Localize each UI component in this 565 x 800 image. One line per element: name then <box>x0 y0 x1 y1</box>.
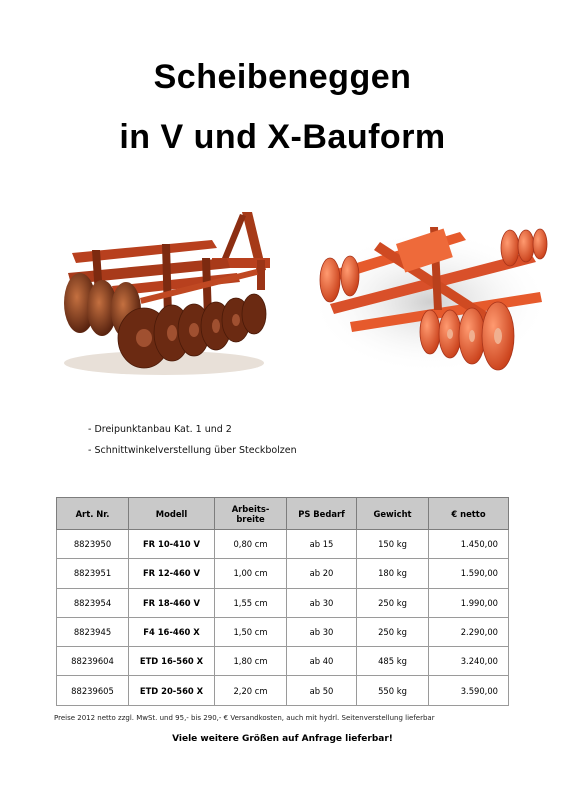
cell-gewicht: 250 kg <box>357 588 429 617</box>
cell-modell: F4 16-460 X <box>129 617 215 646</box>
cell-modell: FR 18-460 V <box>129 588 215 617</box>
cell-gewicht: 550 kg <box>357 676 429 705</box>
table-row <box>57 588 509 617</box>
table-row <box>57 559 509 588</box>
cell-breite: 0,80 cm <box>215 530 287 559</box>
table-header-row <box>57 498 509 530</box>
title-line-2: in V und X-Bauform <box>119 118 446 156</box>
cell-ps: ab 40 <box>287 647 357 676</box>
cell-art-nr: 8823951 <box>57 559 129 588</box>
header-art-nr: Art. Nr. <box>57 498 129 530</box>
cell-breite: 1,50 cm <box>215 617 287 646</box>
cell-preis: 3.240,00 <box>429 647 509 676</box>
cell-ps: ab 30 <box>287 588 357 617</box>
cell-modell: FR 12-460 V <box>129 559 215 588</box>
header-modell: Modell <box>129 498 215 530</box>
cell-modell: FR 10-410 V <box>129 530 215 559</box>
table-row <box>57 676 509 705</box>
cell-preis: 1.990,00 <box>429 588 509 617</box>
cell-ps: ab 20 <box>287 559 357 588</box>
cell-gewicht: 180 kg <box>357 559 429 588</box>
header-arbeitsbreite <box>215 498 287 530</box>
header-arbeitsbreite-line-2: breite <box>236 513 265 524</box>
feature-item: - Dreipunktanbau Kat. 1 und 2 <box>88 424 232 435</box>
header-gewicht: Gewicht <box>357 498 429 530</box>
cell-breite: 1,80 cm <box>215 647 287 676</box>
cell-preis: 1.590,00 <box>429 559 509 588</box>
cell-art-nr: 8823950 <box>57 530 129 559</box>
cell-art-nr: 8823954 <box>57 588 129 617</box>
price-footnote: Preise 2012 netto zzgl. MwSt. und 95,- bis 290,- € Versandkosten, auch mit hydrl. Seitenverstellung lieferbar <box>54 714 435 722</box>
title-line-1: Scheibeneggen <box>153 58 412 96</box>
cell-preis: 2.290,00 <box>429 617 509 646</box>
cell-breite: 1,55 cm <box>215 588 287 617</box>
cell-gewicht: 485 kg <box>357 647 429 676</box>
price-table <box>56 497 509 706</box>
table-row <box>57 647 509 676</box>
header-netto: € netto <box>429 498 509 530</box>
cell-breite: 1,00 cm <box>215 559 287 588</box>
cell-gewicht: 150 kg <box>357 530 429 559</box>
header-arbeitsbreite-line-1: Arbeits- <box>231 503 270 514</box>
cell-gewicht: 250 kg <box>357 617 429 646</box>
disc-harrow-x-image <box>310 212 550 377</box>
cell-modell: ETD 16-560 X <box>129 647 215 676</box>
cell-art-nr: 88239604 <box>57 647 129 676</box>
cell-art-nr: 8823945 <box>57 617 129 646</box>
feature-item: - Schnittwinkelverstellung über Steckbolzen <box>88 445 297 456</box>
cell-breite: 2,20 cm <box>215 676 287 705</box>
table-row <box>57 617 509 646</box>
cell-ps: ab 15 <box>287 530 357 559</box>
cell-preis: 3.590,00 <box>429 676 509 705</box>
more-sizes-note: Viele weitere Größen auf Anfrage lieferbar! <box>172 734 393 744</box>
cell-art-nr: 88239605 <box>57 676 129 705</box>
cell-ps: ab 30 <box>287 617 357 646</box>
feature-list <box>88 419 297 461</box>
cell-preis: 1.450,00 <box>429 530 509 559</box>
header-ps-bedarf: PS Bedarf <box>287 498 357 530</box>
cell-ps: ab 50 <box>287 676 357 705</box>
cell-modell: ETD 20-560 X <box>129 676 215 705</box>
table-row <box>57 530 509 559</box>
disc-harrow-v-image <box>52 198 280 383</box>
